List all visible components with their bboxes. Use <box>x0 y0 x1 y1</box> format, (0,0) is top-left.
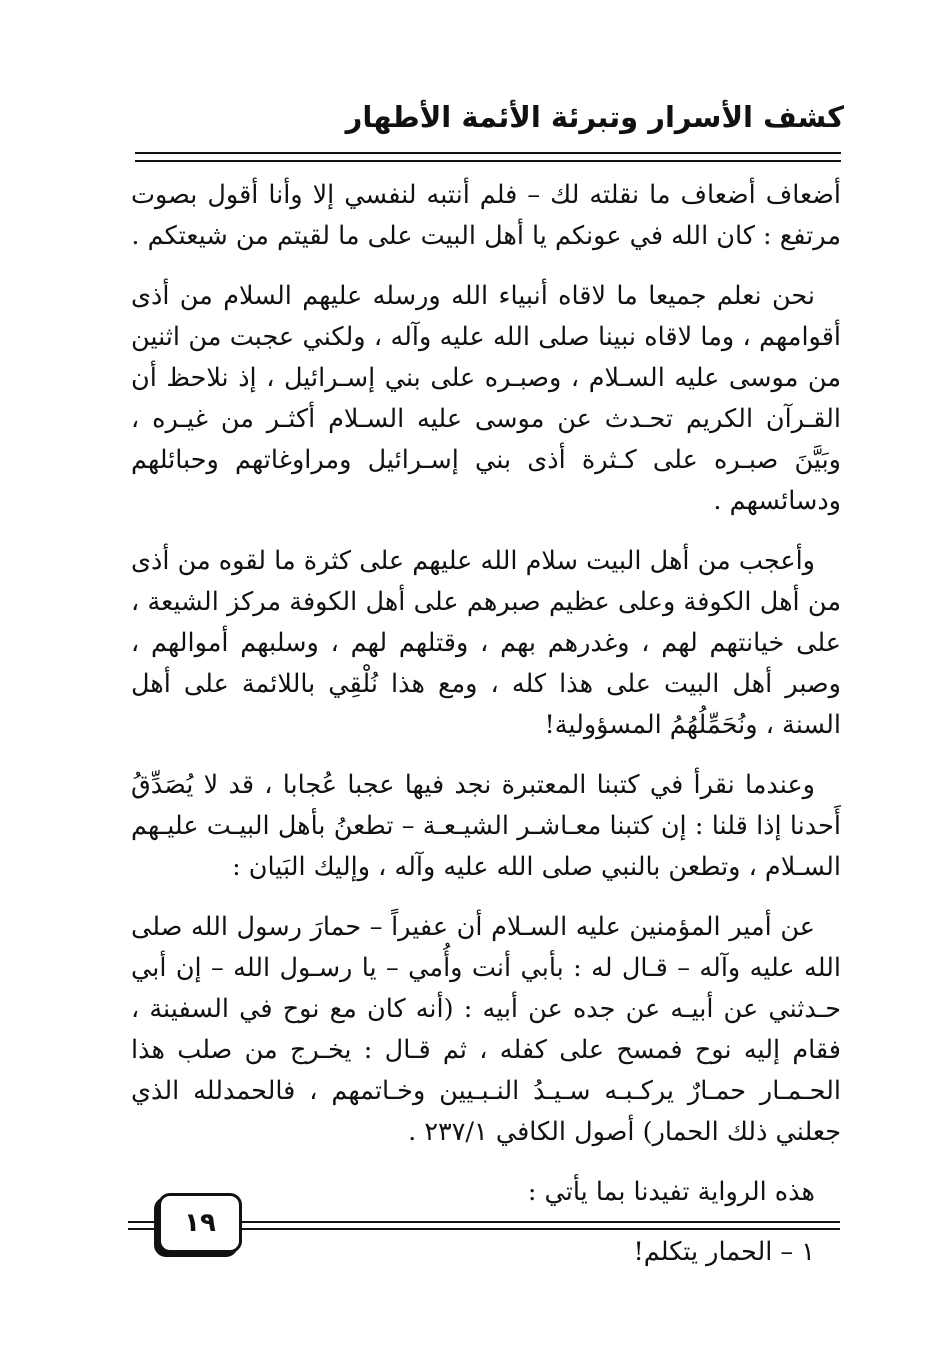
paragraph-2: نحن نعلم جميعا ما لاقاه أنبياء الله ورسله عليهم السلام من أذى أقوامهم ، وما لاقاه نبينا صلى الله عليه وآله ، ولكني عجبت من اثنين من موسى عليه السـلام ، وصبـره على بني إسـرائيل ، إذ نلاحظ أن القـرآن الكريم تحـدث عن موسى عليه السـلام أكثـر من غيـره ، وبَيَّنَ صبـره على كـثرة أذى بني إسـرائيل ومراوغاتهم وحبائلهم ودسائسهم . <box>131 281 841 516</box>
header-rule-top <box>135 152 841 154</box>
running-header-title: كشف الأسرار وتبرئة الأئمة الأطهار <box>345 100 844 134</box>
paragraph-3: وأعجب من أهل البيت سلام الله عليهم على كثرة ما لقوه من أذى من أهل الكوفة وعلى عظيم صبرهم على أهل الكوفة مركز الشيعة ، على خيانتهم لهم ، وغدرهم بهم ، وقتلهم لهم ، وسلبهم أموالهم ، وصبر أهل البيت على هذا كله ، ومع هذا نُلْقِي باللائمة على أهل السنة ، ونُحَمِّلُهُمُ المسؤولية! <box>131 546 841 740</box>
footer-rule-right-bottom <box>240 1228 840 1230</box>
paragraph-4: وعندما نقرأ في كتبنا المعتبرة نجد فيها عجبا عُجابا ، قد لا يُصَدِّقُ أَحدنا إذا قلنا : إن كتبنا معـاشـر الشيـعـة – تطعنُ بأهل البيـت عليـهم السـلام ، وتطعن بالنبي صلى الله عليه وآله ، وإليك البَيان : <box>131 770 841 882</box>
footer-rule-right-top <box>240 1221 840 1223</box>
paragraph-7: ١ – الحمار يتكلم! <box>633 1237 815 1267</box>
paragraph-1: أضعاف أضعاف ما نقلته لك – فلم أنتبه لنفسي إلا وأنا أقول بصوت مرتفع : كان الله في عونكم يا أهل البيت على ما لقيتم من شيعتكم . <box>131 180 841 251</box>
footer-rule-left-bottom <box>128 1228 160 1230</box>
body-text <box>131 175 841 1292</box>
header-rule-bottom <box>135 160 841 162</box>
footer-rule-left-top <box>128 1221 160 1223</box>
page-number-badge: ١٩ <box>158 1193 242 1253</box>
paragraph-5: عن أمير المؤمنين عليه السـلام أن عفيراً – حمارَ رسول الله صلى الله عليه وآله – قـال له : بأبي أنت وأُمي – يا رسـول الله – إن أبي حـدثني عن أبيـه عن جده عن أبيه : (أنه كان مع نوح في السفينة ، فقام إليه نوح فمسح على كفله ، ثم قـال : يخـرج من صلب هذا الحـمـار حمـارٌ يركـبـه سـيـدُ النـبـيين وخـاتمهم ، فالحمدلله الذي جعلني ذلك الحمار) أصول الكافي ٢٣٧/١ . <box>131 912 841 1147</box>
paragraph-6: هذه الرواية تفيدنا بما يأتي : <box>527 1177 815 1207</box>
